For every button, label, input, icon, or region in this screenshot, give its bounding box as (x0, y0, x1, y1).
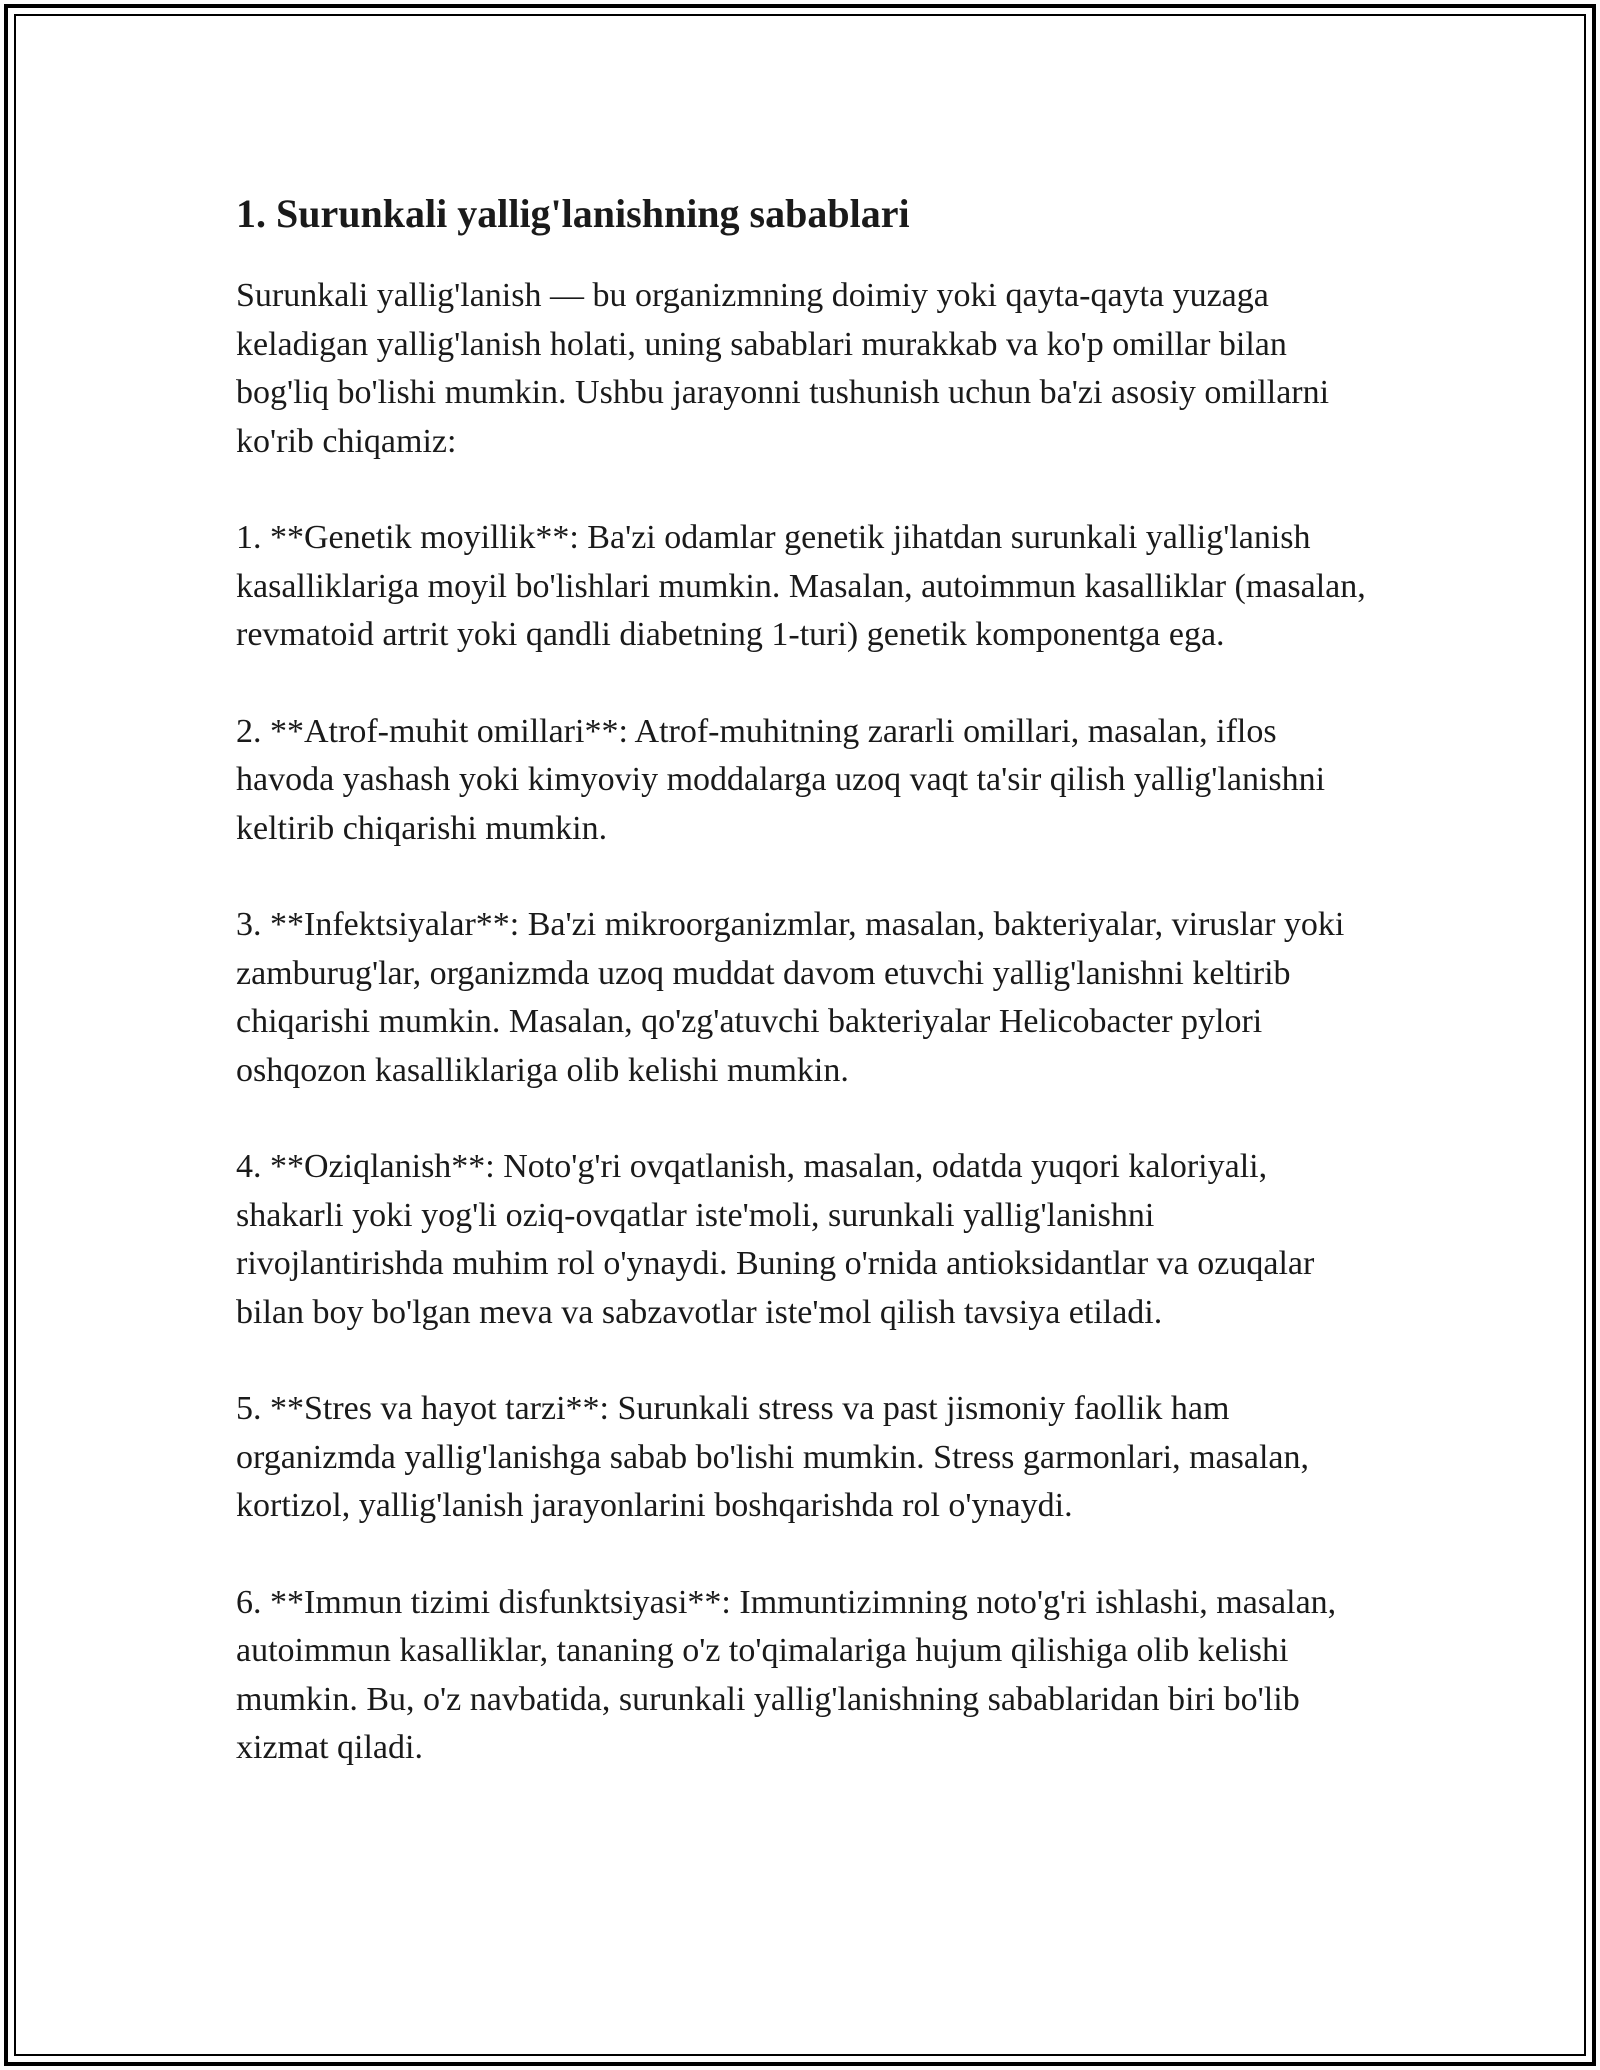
cause-immune-paragraph: 6. **Immun tizimi disfunktsiyasi**: Immuntizimning noto'g'ri ishlashi, masalan, autoimmun kasalliklar, tananing o'z to'qimalariga hujum qilishiga olib kelishi mumkin. Bu, o'z navbatida, surunkali yallig'lanishning sabablaridan biri bo'lib xizmat qiladi. (236, 1583, 1337, 1766)
cause-environment-paragraph: 2. **Atrof-muhit omillari**: Atrof-muhitning zararli omillari, masalan, iflos havoda yashash yoki kimyoviy moddalarga uzoq vaqt ta'sir qilish yallig'lanishni keltirib chiqarishi mumkin. (236, 712, 1326, 847)
cause-nutrition-paragraph: 4. **Oziqlanish**: Noto'g'ri ovqatlanish, masalan, odatda yuqori kaloriyali, shakarli yoki yog'li oziq-ovqatlar iste'moli, surunkali yallig'lanishni rivojlantirishda muhim rol o'ynaydi. Buning o'rnida antioksidantlar va ozuqalar bilan boy bo'lgan meva va sabzavotlar iste'mol qilish tavsiya etiladi. (236, 1148, 1315, 1331)
document-body (236, 188, 1366, 1821)
cause-stress-paragraph: 5. **Stres va hayot tarzi**: Surunkali stress va past jismoniy faollik ham organizmda yallig'lanishga sabab bo'lishi mumkin. Stress garmonlari, masalan, kortizol, yallig'lanish jarayonlarini boshqarishda rol o'ynaydi. (236, 1390, 1309, 1524)
cause-genetic-paragraph: 1. **Genetik moyillik**: Ba'zi odamlar genetik jihatdan surunkali yallig'lanish kasalliklariga moyil bo'lishlari mumkin. Masalan, autoimmun kasalliklar (masalan, revmatoid artrit yoki qandli diabetning 1-turi) genetik komponentga ega. (236, 519, 1366, 653)
section-heading: 1. Surunkali yallig'lanishning sabablari (236, 191, 910, 236)
cause-infections-paragraph: 3. **Infektsiyalar**: Ba'zi mikroorganizmlar, masalan, bakteriyalar, viruslar yoki zamburug'lar, organizmda uzoq muddat davom etuvchi yallig'lanishni keltirib chiqarishi mumkin. Masalan, qo'zg'atuvchi bakteriyalar Helicobacter pylori oshqozon kasalliklariga olib kelishi mumkin. (236, 906, 1345, 1089)
intro-paragraph: Surunkali yallig'lanish — bu organizmning doimiy yoki qayta-qayta yuzaga keladigan yallig'lanish holati, uning sabablari murakkab va ko'p omillar bilan bog'liq bo'lishi mumkin. Ushbu jarayonni tushunish uchun ba'zi asosiy omillarni ko'rib chiqamiz: (236, 277, 1330, 460)
